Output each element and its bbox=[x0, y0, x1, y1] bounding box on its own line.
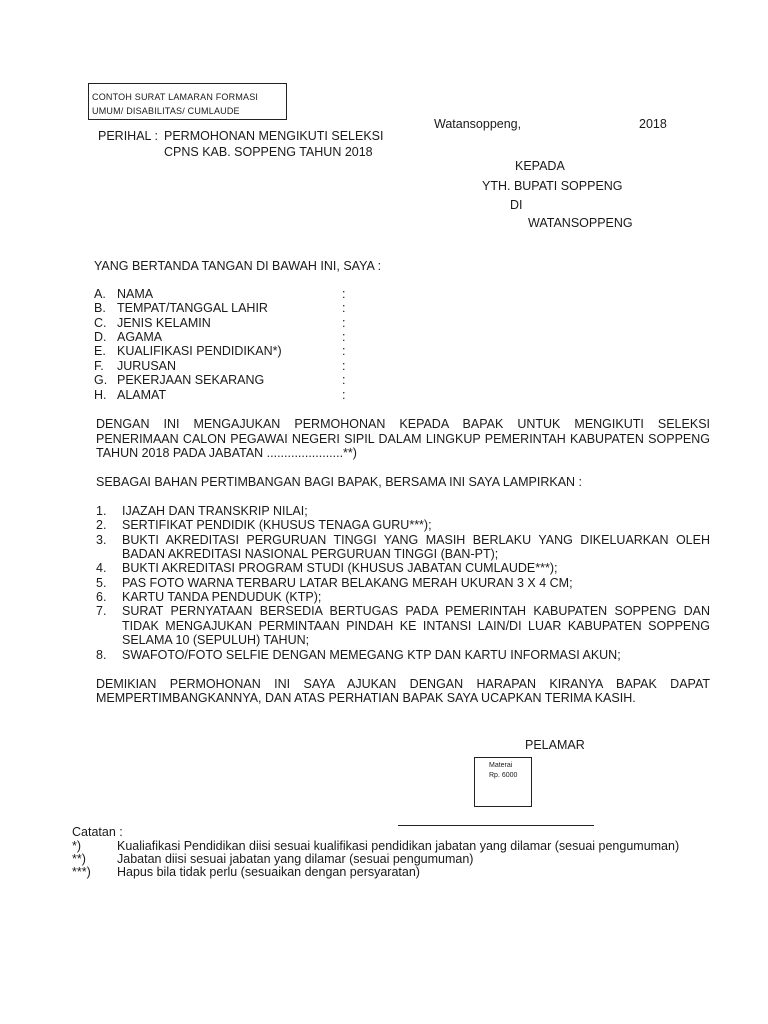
example-label-line1: CONTOH SURAT LAMARAN FORMASI bbox=[92, 92, 259, 102]
notes-title: Catatan : bbox=[72, 825, 123, 839]
signature-line bbox=[398, 825, 594, 826]
closing-line: DEMIKIAN PERMOHONAN INI SAYA AJUKAN DENGAN HARAPAN KIRANYA BAPAK DAPAT bbox=[96, 677, 710, 691]
item-text: IJAZAH DAN TRANSKRIP NILAI; bbox=[122, 504, 308, 518]
item-number: 3. bbox=[96, 533, 107, 547]
note-mark: **) bbox=[72, 852, 86, 866]
intro-text: YANG BERTANDA TANGAN DI BAWAH INI, SAYA : bbox=[94, 259, 382, 273]
field-label: TEMPAT/TANGGAL LAHIR bbox=[117, 301, 268, 315]
duty-stamp-box bbox=[474, 757, 532, 807]
field-colon: : bbox=[342, 287, 346, 301]
item-number: 5. bbox=[96, 576, 107, 590]
paragraph-line: PENERIMAAN CALON PEGAWAI NEGERI SIPIL DALAM LINGKUP PEMERINTAH KABUPATEN SOPPENG bbox=[96, 432, 710, 446]
paragraph-line: DENGAN INI MENGAJUKAN PERMOHONAN KEPADA BAPAK UNTUK MENGIKUTI SELEKSI bbox=[96, 417, 710, 431]
closing-line: MEMPERTIMBANGKANNYA, DAN ATAS PERHATIAN BAPAK SAYA UCAPKAN TERIMA KASIH. bbox=[96, 691, 636, 705]
field-letter: F. bbox=[94, 359, 104, 373]
field-colon: : bbox=[342, 330, 346, 344]
field-letter: C. bbox=[94, 316, 107, 330]
recipient-line1: KEPADA bbox=[515, 159, 565, 173]
recipient-line2: YTH. BUPATI SOPPENG bbox=[482, 179, 623, 193]
item-number: 7. bbox=[96, 604, 107, 618]
field-colon: : bbox=[342, 388, 346, 402]
item-number: 2. bbox=[96, 518, 107, 532]
paragraph-line: TAHUN 2018 PADA JABATAN ......................**) bbox=[96, 446, 357, 460]
field-label: JURUSAN bbox=[117, 359, 177, 373]
item-text: SELAMA 10 (SEPULUH) TAHUN; bbox=[122, 633, 310, 647]
field-letter: H. bbox=[94, 388, 107, 402]
field-colon: : bbox=[342, 344, 346, 358]
field-letter: A. bbox=[94, 287, 106, 301]
field-colon: : bbox=[342, 301, 346, 315]
field-colon: : bbox=[342, 359, 346, 373]
date-year: 2018 bbox=[639, 117, 667, 131]
note-text: Jabatan diisi sesuai jabatan yang dilamar (sesuai pengumuman) bbox=[117, 852, 474, 866]
note-text: Hapus bila tidak perlu (sesuaikan dengan persyaratan) bbox=[117, 865, 420, 879]
note-text: Kualiafikasi Pendidikan diisi sesuai kualifikasi pendidikan jabatan yang dilamar (sesuai pengumuman) bbox=[117, 839, 680, 853]
item-text: SERTIFIKAT PENDIDIK (KHUSUS TENAGA GURU***); bbox=[122, 518, 432, 532]
item-number: 8. bbox=[96, 648, 107, 662]
subject-line1: PERMOHONAN MENGIKUTI SELEKSI bbox=[164, 129, 384, 143]
field-label: JENIS KELAMIN bbox=[117, 316, 211, 330]
subject-line2: CPNS KAB. SOPPENG TAHUN 2018 bbox=[164, 145, 373, 159]
signature-label: PELAMAR bbox=[525, 738, 585, 752]
field-label: NAMA bbox=[117, 287, 154, 301]
note-mark: ***) bbox=[72, 865, 91, 879]
item-text: BADAN AKREDITASI NASIONAL PERGURUAN TINGGI (BAN-PT); bbox=[122, 547, 499, 561]
attachments-intro: SEBAGAI BAHAN PERTIMBANGAN BAGI BAPAK, BERSAMA INI SAYA LAMPIRKAN : bbox=[96, 475, 583, 489]
item-text: SURAT PERNYATAAN BERSEDIA BERTUGAS PADA PEMERINTAH KABUPATEN SOPPENG DAN bbox=[122, 604, 710, 618]
note-mark: *) bbox=[72, 839, 82, 853]
item-number: 1. bbox=[96, 504, 107, 518]
stamp-line2: Rp. 6000 bbox=[489, 772, 518, 779]
field-label: AGAMA bbox=[117, 330, 163, 344]
field-letter: G. bbox=[94, 373, 108, 387]
item-number: 4. bbox=[96, 561, 107, 575]
field-label: KUALIFIKASI PENDIDIKAN*) bbox=[117, 344, 282, 358]
field-label: PEKERJAAN SEKARANG bbox=[117, 373, 265, 387]
date-place: Watansoppeng, bbox=[434, 117, 522, 131]
item-number: 6. bbox=[96, 590, 107, 604]
field-letter: D. bbox=[94, 330, 107, 344]
item-text: PAS FOTO WARNA TERBARU LATAR BELAKANG MERAH UKURAN 3 X 4 CM; bbox=[122, 576, 573, 590]
field-letter: E. bbox=[94, 344, 106, 358]
field-letter: B. bbox=[94, 301, 106, 315]
item-text: SWAFOTO/FOTO SELFIE DENGAN MEMEGANG KTP DAN KARTU INFORMASI AKUN; bbox=[122, 648, 621, 662]
item-text: BUKTI AKREDITASI PERGURUAN TINGGI YANG MASIH BERLAKU YANG DIKELUARKAN OLEH bbox=[122, 533, 710, 547]
item-text: BUKTI AKREDITASI PROGRAM STUDI (KHUSUS JABATAN CUMLAUDE***); bbox=[122, 561, 558, 575]
subject-label: PERIHAL : bbox=[98, 129, 158, 143]
field-colon: : bbox=[342, 373, 346, 387]
field-label: ALAMAT bbox=[117, 388, 167, 402]
recipient-line4: WATANSOPPENG bbox=[528, 216, 633, 230]
item-text: KARTU TANDA PENDUDUK (KTP); bbox=[122, 590, 322, 604]
example-label-box bbox=[88, 83, 287, 120]
stamp-line1: Materai bbox=[489, 762, 513, 769]
recipient-line3: DI bbox=[510, 198, 523, 212]
field-colon: : bbox=[342, 316, 346, 330]
item-text: TIDAK MENGAJUKAN PERMINTAAN PINDAH KE INTANSI LAIN/DI LUAR KABUPATEN SOPPENG bbox=[122, 619, 710, 633]
example-label-line2: UMUM/ DISABILITAS/ CUMLAUDE bbox=[92, 106, 240, 116]
